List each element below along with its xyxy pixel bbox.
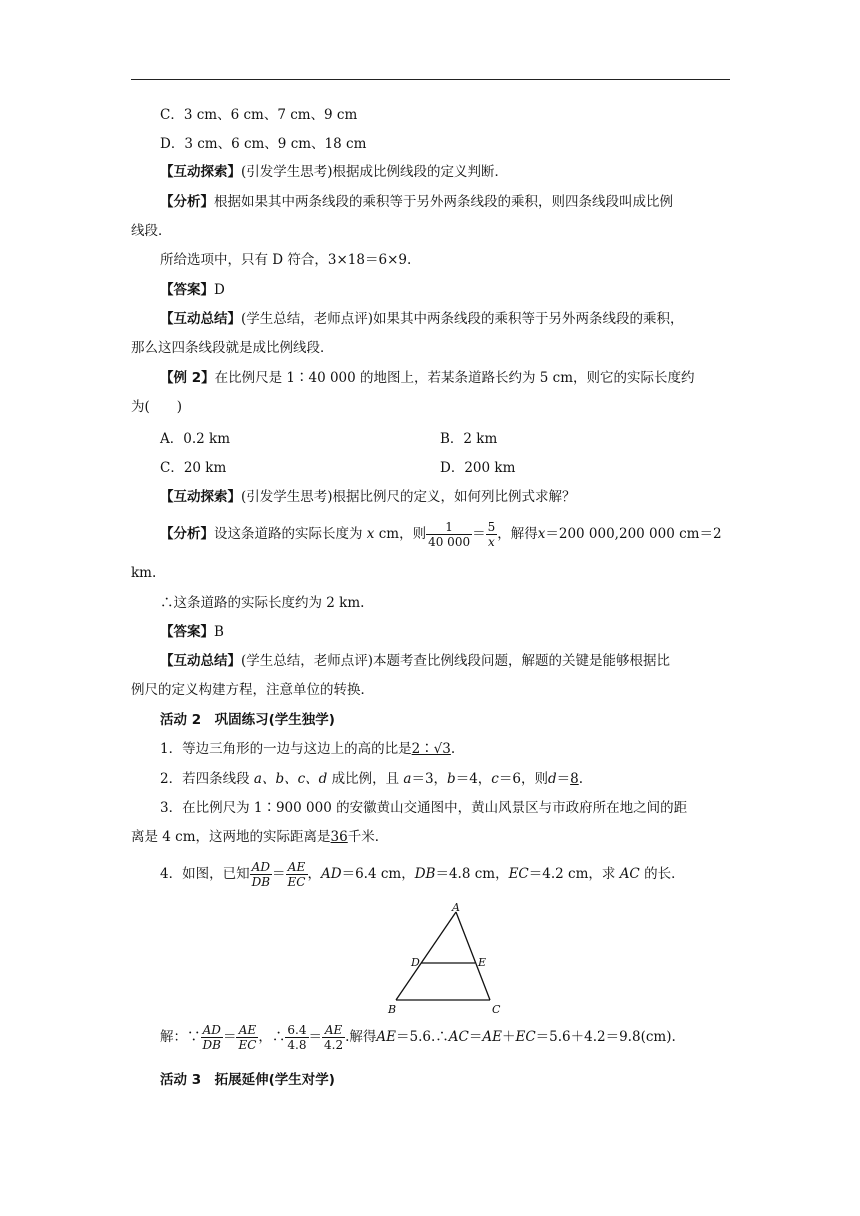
q1-analysis-line2: 线段． — [131, 223, 172, 239]
segment-label: EC — [508, 866, 529, 882]
analysis-text: ＝200 000,200 000 cm＝2 — [545, 526, 722, 542]
q1-analysis — [160, 193, 673, 211]
var-x: x — [366, 526, 375, 542]
equals: ＝ — [308, 1029, 322, 1045]
q2-analysis — [160, 518, 722, 550]
segment-label: AC — [448, 1029, 469, 1045]
segment-label: AE — [482, 1029, 502, 1045]
practice-text: 的长． — [644, 866, 685, 882]
activity3-title: 活动 3 拓展延伸(学生对学) — [160, 1072, 335, 1088]
numerator: AE — [286, 860, 308, 875]
practice-4 — [160, 857, 685, 891]
fraction — [486, 520, 498, 549]
summary-tag: 【互动总结】 — [160, 653, 241, 669]
q2-conclusion: ∴这条道路的实际长度约为 2 km. — [160, 595, 365, 611]
label-d: D — [411, 956, 420, 969]
equals: ＝ — [222, 1029, 237, 1045]
practice-text: 1．等边三角形的一边与这边上的高的比是 — [160, 741, 412, 757]
numerator: AE — [236, 1023, 258, 1038]
practice-answer: 36 — [330, 829, 348, 845]
q2-option-c: C．20 km — [160, 460, 227, 476]
denominator: x — [488, 535, 495, 549]
activity2-title: 活动 2 巩固练习(学生独学) — [160, 712, 335, 728]
analysis-tag: 【分析】 — [160, 194, 214, 210]
numerator: AE — [322, 1023, 345, 1038]
explore-text: (引发学生思考)根据比例尺的定义，如何列比例式求解？ — [241, 489, 576, 505]
practice-text: 成比例，且 — [331, 771, 400, 787]
solution-text: ＝ — [468, 1029, 483, 1045]
solution-text: .解得 — [345, 1029, 377, 1045]
q2-option-d: D．200 km — [440, 460, 516, 476]
fraction — [201, 1023, 223, 1052]
fraction — [426, 520, 472, 549]
numerator: 5 — [487, 520, 496, 534]
var-a: a — [403, 771, 412, 787]
summary-text: (学生总结，老师点评)如果其中两条线段的乘积等于另外两条线段的乘积， — [241, 311, 684, 327]
practice-text: ＝6.4 cm， — [341, 866, 415, 882]
q1-analysis-line3: 所给选项中，只有 D 符合，3×18＝6×9. — [160, 252, 412, 268]
q1-explore — [160, 163, 508, 181]
practice-text: 离是 4 cm，这两地的实际距离是 — [131, 829, 331, 845]
denominator: 4.2 — [324, 1038, 344, 1052]
practice-text: ＝ — [556, 771, 571, 787]
explore-tag: 【互动探索】 — [160, 164, 241, 180]
analysis-text: ，解得 — [497, 526, 538, 542]
equals: ＝ — [272, 866, 286, 882]
explore-text: (引发学生思考)根据成比例线段的定义判断． — [241, 164, 509, 180]
q1-answer — [160, 281, 225, 299]
q2-stem-text: 在比例尺是 1∶40 000 的地图上，若某条道路长约为 5 cm，则它的实际长度约 — [214, 370, 695, 386]
label-e: E — [478, 956, 487, 969]
analysis-text: 根据如果其中两条线段的乘积等于另外两条线段的乘积，则四条线段叫成比例 — [214, 194, 673, 210]
denominator: DB — [251, 875, 271, 889]
q2-summary — [160, 652, 670, 670]
var-c: c — [491, 771, 499, 787]
solution-text: ＋ — [501, 1029, 516, 1045]
practice-text: 2．若四条线段 — [160, 771, 250, 787]
segment-label: DB — [414, 866, 436, 882]
segment-label: AC — [619, 866, 640, 882]
analysis-text: 设这条道路的实际长度为 — [214, 526, 363, 542]
fraction — [236, 1023, 258, 1052]
label-a: A — [452, 901, 460, 914]
analysis-text: cm，则 — [378, 526, 427, 542]
practice-2 — [160, 770, 583, 788]
explore-tag: 【互动探索】 — [160, 489, 241, 505]
practice-text: ＝6，则 — [498, 771, 548, 787]
header-rule — [131, 79, 730, 80]
side-ab — [396, 912, 456, 1000]
var-x: x — [537, 526, 546, 542]
practice-1 — [160, 740, 455, 758]
denominator: 4.8 — [287, 1038, 307, 1052]
practice-3: 3．在比例尺为 1∶900 000 的安徽黄山交通图中，黄山风景区与市政府所在地之间的距 — [160, 800, 688, 816]
fraction — [285, 1023, 308, 1052]
fraction — [250, 860, 272, 889]
practice-text: ＝3， — [411, 771, 448, 787]
answer-tag: 【答案】 — [160, 282, 214, 298]
summary-tag: 【互动总结】 — [160, 311, 241, 327]
analysis-tag: 【分析】 — [160, 526, 214, 542]
q2-summary-line2: 例尺的定义构建方程，注意单位的转换． — [131, 682, 374, 698]
answer-value: D — [214, 282, 225, 298]
q2-stem-line2: 为( ) — [131, 399, 183, 415]
practice-4-solution — [160, 1020, 676, 1054]
numerator: 6.4 — [287, 1023, 307, 1037]
solution-text: ＝5.6.∴ — [396, 1029, 449, 1045]
segment-label: AE — [376, 1029, 396, 1045]
segment-label: AD — [321, 866, 342, 882]
practice-text: 4．如图，已知 — [160, 866, 250, 882]
numerator: AD — [250, 860, 272, 875]
numerator: AD — [201, 1023, 223, 1038]
practice-answer: 2∶√3 — [411, 741, 451, 757]
solution-text: ＝5.6＋4.2＝9.8(cm). — [535, 1029, 676, 1045]
label-c: C — [492, 1003, 501, 1016]
q2-answer — [160, 623, 224, 641]
practice-text: ＝4， — [455, 771, 492, 787]
q2-analysis-line2: km. — [131, 565, 157, 581]
segment-label: EC — [515, 1029, 536, 1045]
summary-text: (学生总结，老师点评)本题考查比例线段问题，解题的关键是能够根据比 — [241, 653, 671, 669]
practice-answer: 8 — [570, 771, 579, 787]
answer-value: B — [214, 624, 224, 640]
var-list: a、b、c、d — [253, 771, 328, 787]
denominator: 40 000 — [428, 535, 471, 549]
practice-text: ， — [307, 866, 321, 882]
practice-text: ＝4.2 cm，求 — [528, 866, 616, 882]
practice-text: ＝4.8 cm， — [435, 866, 509, 882]
practice-text: . — [578, 771, 583, 787]
denominator: DB — [202, 1038, 221, 1052]
q1-summary — [160, 310, 684, 328]
denominator: EC — [238, 1038, 257, 1052]
equals: ＝ — [472, 526, 486, 542]
q1-summary-line2: 那么这四条线段就是成比例线段． — [131, 340, 334, 356]
fraction — [286, 860, 308, 889]
fraction — [322, 1023, 345, 1052]
numerator: 1 — [426, 520, 472, 535]
practice-text: 千米． — [347, 829, 389, 845]
q2-explore — [160, 488, 576, 506]
var-d: d — [547, 771, 557, 787]
example-tag: 【例 2】 — [160, 370, 215, 386]
q2-option-a: A．0.2 km — [160, 431, 230, 447]
var-b: b — [447, 771, 456, 787]
solution-text: ，∴ — [258, 1029, 286, 1045]
denominator: EC — [287, 875, 306, 889]
q2-stem — [160, 369, 695, 387]
q1-option-c: C．3 cm、6 cm、7 cm、9 cm — [160, 107, 358, 123]
solution-text: 解：∵ — [160, 1029, 201, 1045]
q2-option-b: B．2 km — [440, 431, 498, 447]
answer-tag: 【答案】 — [160, 624, 214, 640]
triangle-figure — [386, 900, 506, 1016]
label-b: B — [388, 1003, 397, 1016]
practice-text: . — [450, 741, 456, 757]
q1-option-d: D．3 cm、6 cm、9 cm、18 cm — [160, 136, 367, 152]
practice-3-line2 — [131, 828, 388, 846]
